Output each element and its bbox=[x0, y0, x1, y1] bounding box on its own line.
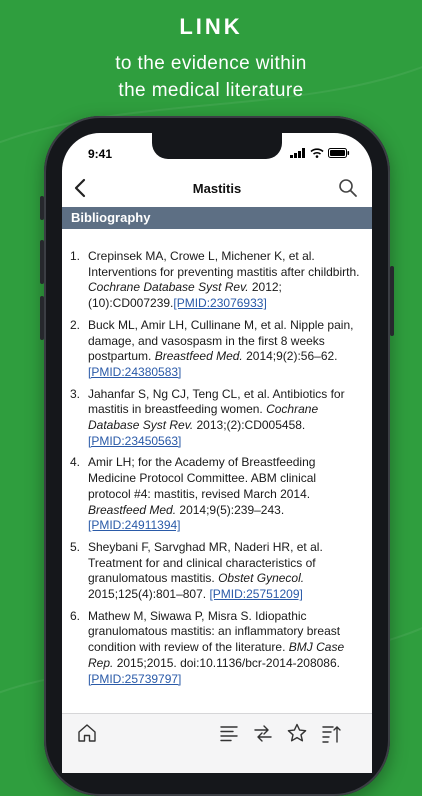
reference-number: 2. bbox=[70, 317, 81, 332]
phone-volume-up bbox=[40, 240, 44, 284]
reference-number: 6. bbox=[70, 608, 81, 623]
star-icon[interactable] bbox=[286, 722, 308, 744]
promo-subtitle bbox=[0, 50, 422, 104]
reference-citation: 2015;125(4):801–807. bbox=[88, 587, 210, 602]
reference-journal: Cochrane Database Syst Rev. bbox=[88, 280, 249, 295]
reference-citation: 2014;9(5):239–243. bbox=[176, 502, 285, 517]
status-bar bbox=[62, 133, 372, 173]
phone-power-button bbox=[390, 266, 394, 336]
reference-text: Sheybani F, Sarvghad MR, Naderi HR, et al. Treatment for and clinical characteristics of granulomatous mastitis. bbox=[88, 539, 323, 586]
reference-text: Amir LH; for the Academy of Breastfeeding Medicine Protocol Committee. ABM clinical protocol #4: mastitis, revised March 2014. bbox=[88, 455, 317, 501]
promo-subtitle-line1: to the evidence within bbox=[115, 53, 307, 74]
reference-journal: Cochrane Database Syst Rev. bbox=[88, 402, 319, 433]
outline-list-icon[interactable] bbox=[218, 722, 240, 744]
reference-number: 4. bbox=[70, 455, 81, 470]
bottom-toolbar bbox=[62, 713, 372, 773]
phone-volume-down bbox=[40, 296, 44, 340]
reference-number: 5. bbox=[70, 539, 81, 554]
reference-journal: Breastfeed Med. bbox=[154, 349, 243, 364]
pmid-link[interactable]: [PMID:25751209] bbox=[209, 587, 303, 602]
pmid-link[interactable]: [PMID:23076933] bbox=[173, 296, 267, 311]
reference-text: Jahanfar S, Ng CJ, Teng CL, et al. Antibiotics for mastitis in breastfeeding women. bbox=[88, 386, 345, 417]
reference-item bbox=[62, 249, 372, 312]
status-icons bbox=[290, 148, 350, 158]
cellular-signal-icon bbox=[290, 148, 306, 158]
reference-citation: 2013;(2):CD005458. bbox=[193, 418, 306, 433]
section-header-bibliography: Bibliography bbox=[62, 207, 372, 229]
reference-citation: 2012;(10):CD007239. bbox=[88, 280, 282, 311]
home-icon[interactable] bbox=[76, 722, 98, 744]
reference-citation: 2015;2015. doi:10.1136/bcr-2014-208086. bbox=[113, 655, 340, 670]
reference-journal: Obstet Gynecol. bbox=[218, 571, 305, 586]
phone-side-button bbox=[40, 196, 44, 220]
app-screen bbox=[62, 133, 372, 773]
navigation-bar bbox=[62, 173, 372, 203]
sort-list-icon[interactable] bbox=[320, 722, 342, 744]
wifi-icon bbox=[310, 148, 324, 158]
reference-item bbox=[62, 609, 372, 688]
reference-citation: 2014;9(2):56–62. bbox=[242, 349, 338, 364]
reference-item bbox=[62, 455, 372, 534]
swap-arrows-icon[interactable] bbox=[252, 722, 274, 744]
reference-item bbox=[62, 318, 372, 381]
reference-text: Crepinsek MA, Crowe L, Michener K, et al. Interventions for preventing mastitis after childbirth. bbox=[88, 249, 360, 279]
search-icon[interactable] bbox=[338, 178, 358, 198]
reference-text: Buck ML, Amir LH, Cullinane M, et al. Nipple pain, damage, and vasospasm in the first 8 weeks postpartum. bbox=[88, 317, 354, 364]
reference-journal: BMJ Case Rep. bbox=[88, 640, 345, 670]
promo-title: LINK bbox=[179, 14, 243, 39]
pmid-link[interactable]: [PMID:25739797] bbox=[88, 671, 182, 686]
promo-subtitle-line2: the medical literature bbox=[118, 80, 304, 101]
reference-item bbox=[62, 540, 372, 603]
page-title: Mastitis bbox=[192, 181, 242, 196]
reference-text: Mathew M, Siwawa P, Misra S. Idiopathic granulomatous mastitis: an inflammatory breast condition with review of the literature. bbox=[88, 608, 341, 655]
pmid-link[interactable]: [PMID:24380583] bbox=[88, 364, 182, 379]
reference-number: 1. bbox=[70, 249, 81, 263]
reference-number: 3. bbox=[70, 386, 81, 401]
reference-item bbox=[62, 387, 372, 450]
pmid-link[interactable]: [PMID:24911394] bbox=[88, 518, 181, 533]
reference-list bbox=[62, 249, 372, 693]
reference-journal: Breastfeed Med. bbox=[88, 502, 177, 517]
battery-icon bbox=[328, 148, 350, 158]
status-time: 9:41 bbox=[88, 147, 113, 161]
pmid-link[interactable]: [PMID:23450563] bbox=[88, 433, 182, 448]
